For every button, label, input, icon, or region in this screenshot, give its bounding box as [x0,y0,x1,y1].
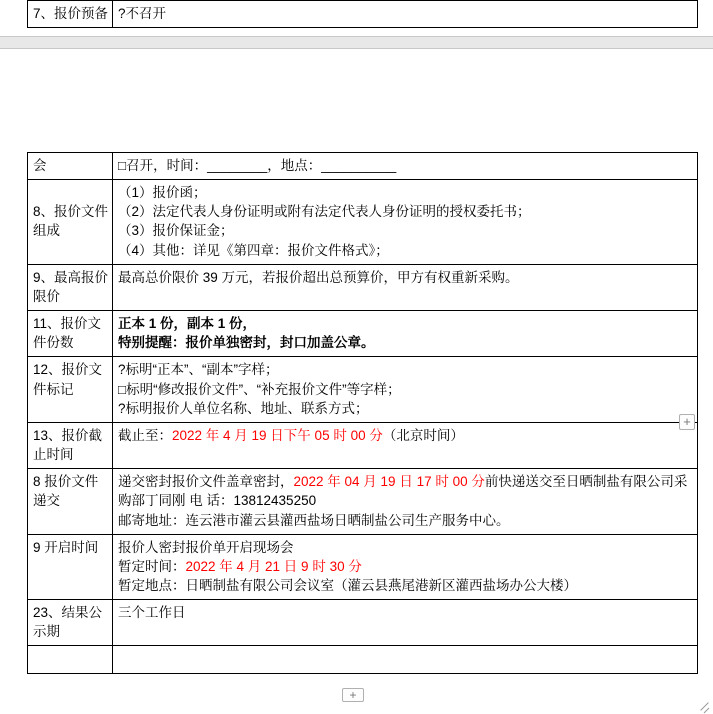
value-line: 最高总价限价 39 万元，若报价超出总预算价，甲方有权重新采购。 [118,269,519,285]
row-label-empty [28,646,113,673]
submission-prefix: 递交密封报价文件盖章密封， [118,474,294,490]
insert-column-button[interactable]: + [679,414,695,430]
opening-time-prefix: 暂定时间： [118,558,186,574]
row-label: 9 开启时间 [28,534,113,599]
row-value [113,180,698,265]
row-value-empty [113,646,698,673]
value-line: （4）其他：详见《第四章：报价文件格式》； [118,242,389,258]
main-table-fragment [27,152,688,674]
value-line: □标明“修改报价文件”、“补充报价文件”等字样； [118,381,401,397]
table-row [28,1,698,28]
value-line-opening-place: 暂定地点：日晒制盐有限公司会议室（灌云县燕尾港新区灌西盐场办公大楼） [118,577,577,593]
value-line: ?标明报价人单位名称、地址、联系方式； [118,400,369,416]
row-value [113,311,698,357]
submission-datetime: 2022 年 04 月 19 日 17 时 00 分 [293,474,485,490]
table-row [28,469,698,534]
value-line-opening-time [118,557,693,576]
table-fragment-top [27,0,698,28]
requirements-table [27,152,698,674]
table-row [28,311,698,357]
row-label: 7、报价预备 [28,1,113,28]
deadline-prefix: 截止至： [118,427,172,443]
row-value: ?不召开 [113,1,698,28]
deadline-suffix: （北京时间） [382,427,464,443]
deadline-datetime: 2022 年 4 月 19 日下午 05 时 00 分 [172,427,383,443]
row-value [113,264,698,310]
insert-row-button[interactable]: + [342,688,364,702]
table-row [28,422,698,468]
row-label: 9、最高报价限价 [28,264,113,310]
value-line: （1）报价函； [118,185,207,201]
value-line: 三个工作日 [118,605,186,621]
value-line-submission [118,472,693,510]
row-value [113,422,698,468]
row-label: 11、报价文件份数 [28,311,113,357]
row-label: 会 [28,153,113,180]
table-row [28,180,698,265]
previous-page-table-fragment [27,0,679,28]
value-line: （2）法定代表人身份证明或附有法定代表人身份证明的授权委托书； [118,204,531,220]
value-line-address: 邮寄地址：连云港市灌云县灌西盐场日晒制盐公司生产服务中心。 [118,512,510,528]
page-break-separator [0,36,713,49]
value-line: □召开，时间：________，地点：__________ [118,158,397,173]
value-line: 特别提醒：报价单独密封，封口加盖公章。 [118,335,375,351]
submission-suffix: 前快递送交至日晒制盐有限公司采购部丁同刚 电 话：13812435250 [118,474,688,509]
row-value [113,153,698,180]
value-line-deadline [118,426,693,445]
value-line: （3）报价保证金； [118,223,234,239]
value-line: ?标明“正本”、“副本”字样； [118,362,279,378]
table-row-empty [28,646,698,673]
table-row [28,357,698,422]
row-label: 12、报价文件标记 [28,357,113,422]
row-value [113,469,698,534]
label-line: 8、报价文件组成 [33,204,109,239]
table-row [28,264,698,310]
row-value [113,534,698,599]
row-label: 23、结果公示期 [28,600,113,646]
value-line: 正本 1 份，副本 1 份， [118,316,257,332]
row-value [113,357,698,422]
opening-datetime: 2022 年 4 月 21 日 9 时 30 分 [185,558,362,574]
row-label: 8 报价文件递交 [28,469,113,534]
table-row [28,153,698,180]
value-line: 报价人密封报价单开启现场会 [118,539,294,555]
table-row [28,534,698,599]
resize-corner-icon[interactable] [696,697,710,711]
row-value [113,600,698,646]
row-label: 13、报价截止时间 [28,422,113,468]
table-row [28,600,698,646]
row-label [28,180,113,265]
